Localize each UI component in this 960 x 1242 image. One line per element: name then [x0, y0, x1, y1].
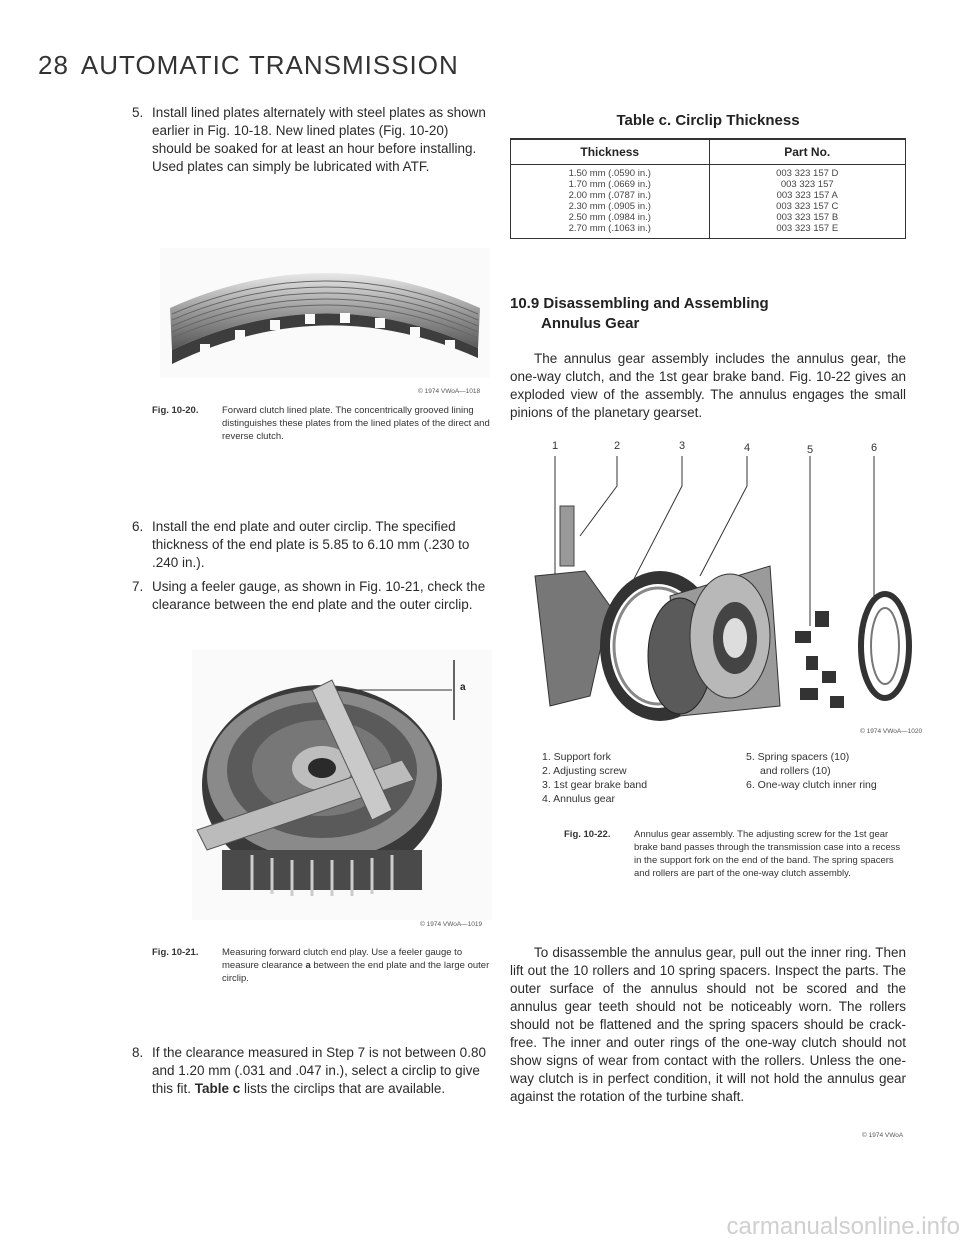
thickness-column	[510, 165, 709, 238]
header-title-b: UTOMATIC	[99, 50, 249, 80]
step-7	[132, 578, 490, 614]
page-number: 28	[38, 50, 69, 80]
table-cell: 2.50 mm (.0984 in.)	[568, 212, 651, 223]
table-cell: 003 323 157 A	[776, 190, 838, 201]
disassembly-paragraph: To disassemble the annulus gear, pull out the inner ring. Then lift out the 10 rollers and 10 spring spacers. Inspect the parts. The outer surface of the annulus should not be scored and the annulus gear teeth should not be noticeably worn. The rollers should not be flattened and the spring spacers should be crack-free. The inner and outer rings of the one-way clutch should not show signs of wear from contact with the rollers. Unless the one-way clutch is in perfect condition, it will not hold the annulus gear against the rotation of the turbine shaft.	[510, 945, 906, 1104]
figure-10-21-marker: a	[460, 682, 466, 693]
table-cell: 2.30 mm (.0905 in.)	[568, 201, 651, 212]
table-cell: 003 323 157 D	[776, 168, 839, 179]
figure-10-21-copyright: © 1974 VWoA—1019	[420, 921, 483, 928]
table-cell: 003 323 157 E	[776, 223, 839, 234]
figure-text: Annulus gear assembly. The adjusting screw for the 1st gear brake band passes through the transmission case into a recess in the support fork on the end of the band. The spring spacers and rollers are part of the one-way clutch assembly.	[634, 829, 901, 879]
watermark: carmanualsonline.info	[0, 1213, 960, 1242]
page-header	[38, 50, 459, 81]
step-number: 5.	[132, 105, 144, 120]
legend-item: 2. Adjusting screw	[542, 765, 627, 777]
header-title-c: T	[248, 50, 266, 80]
figure-10-20-caption	[152, 404, 492, 460]
callout-1: 1	[552, 440, 559, 452]
table-cell: 003 323 157 B	[776, 212, 839, 223]
table-header-thickness: Thickness	[510, 140, 709, 164]
step-text: If the clearance measured in Step 7 is not between 0.80 and 1.20 mm (.031 and .047 in.), select a circlip to give this fit.	[152, 1045, 486, 1096]
table-cell: 2.00 mm (.0787 in.)	[568, 190, 651, 201]
table-title: Table c. Circlip Thickness	[616, 112, 800, 129]
figure-10-22-caption	[564, 828, 908, 918]
step-number: 6.	[132, 519, 144, 534]
step-text: Using a feeler gauge, as shown in Fig. 10-21, check the clearance between the end plate and the outer circlip.	[152, 579, 486, 612]
footer-copyright: © 1974 VWoA	[862, 1132, 904, 1139]
figure-text-end: between the end plate and the large outer circlip.	[222, 960, 490, 984]
figure-label: Fig. 10-20.	[152, 405, 199, 416]
part-column	[709, 165, 907, 238]
legend-item: 6. One-way clutch inner ring	[746, 779, 877, 791]
section-title-line2: Annulus Gear	[541, 315, 640, 332]
legend-item: 1. Support fork	[542, 751, 611, 763]
step-text-end: lists the circlips that are available.	[240, 1081, 446, 1096]
figure-10-22-legend-right	[746, 750, 877, 792]
callout-2: 2	[614, 440, 621, 452]
section-intro: The annulus gear assembly includes the annulus gear, the one-way clutch, and the 1st gear brake band. Fig. 10-22 gives an exploded view of the assembly. The annulus engages the small pinions of the planetary gearset.	[510, 351, 906, 420]
figure-10-20-copyright: © 1974 VWoA—1018	[418, 388, 481, 395]
step-number: 8.	[132, 1045, 144, 1060]
step-text-bold: Table c	[194, 1081, 241, 1096]
step-text: Install lined plates alternately with steel plates as shown earlier in Fig. 10-18. New lined plates (Fig. 10-20) should be soaked for at least an hour before installing. Used plates can simply be lubricated with ATF.	[152, 105, 486, 174]
step-8	[132, 1044, 490, 1098]
figure-10-21-caption	[152, 946, 492, 1002]
figure-label: Fig. 10-22.	[564, 829, 611, 840]
callout-6: 6	[871, 442, 878, 454]
legend-item: 5. Spring spacers (10)	[746, 751, 850, 763]
table-cell: 003 323 157	[780, 179, 834, 190]
figure-10-22-legend-left	[542, 750, 647, 806]
figure-10-22-photo	[530, 456, 930, 728]
header-title-a: A	[80, 50, 100, 80]
step-number: 7.	[132, 579, 144, 594]
header-title-d: RANSMISSION	[265, 50, 459, 80]
figure-label: Fig. 10-21.	[152, 947, 199, 958]
callout-3: 3	[679, 440, 686, 452]
table-cell: 003 323 157 C	[776, 201, 839, 212]
step-5	[132, 104, 490, 176]
figure-10-22-copyright: © 1974 VWoA—1020	[860, 728, 923, 735]
circlip-table	[510, 138, 906, 239]
table-cell: 1.50 mm (.0590 in.)	[568, 168, 651, 179]
figure-text: Measuring forward clutch end play. Use a feeler gauge to measure clearance	[222, 947, 463, 971]
callout-5: 5	[807, 444, 814, 456]
legend-item: and rollers (10)	[760, 765, 831, 777]
callout-4: 4	[744, 442, 751, 454]
step-text: Install the end plate and outer circlip. The specified thickness of the end plate is 5.85 to 6.10 mm (.230 to .240 in.).	[152, 519, 470, 570]
table-header-part: Part No.	[709, 140, 907, 164]
legend-item: 4. Annulus gear	[542, 793, 615, 805]
step-6	[132, 518, 490, 572]
figure-10-20-photo	[160, 248, 490, 378]
table-cell: 1.70 mm (.0669 in.)	[568, 179, 651, 190]
section-heading	[510, 294, 910, 334]
table-cell: 2.70 mm (.1063 in.)	[568, 223, 651, 234]
figure-10-21-photo	[192, 650, 492, 920]
section-number: 10.9	[510, 295, 540, 312]
figure-text: Forward clutch lined plate. The concentrically grooved lining distinguishes these plates from the lined plates of the direct and reverse clutch.	[222, 405, 490, 442]
figure-text-bold: a	[305, 960, 311, 971]
section-title: Disassembling and Assembling	[543, 295, 769, 312]
legend-item: 3. 1st gear brake band	[542, 779, 648, 791]
